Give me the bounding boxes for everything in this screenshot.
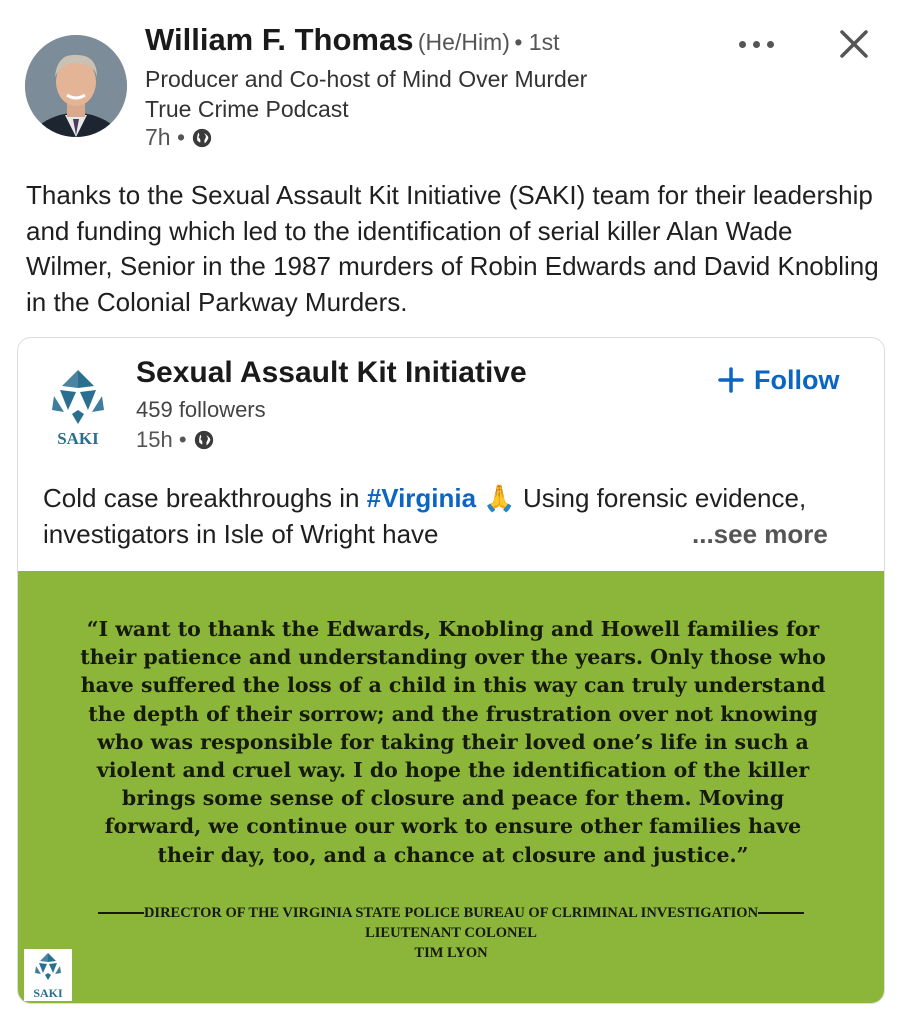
saki-logo-icon[interactable] [46,368,110,450]
quote-attribution [18,903,884,963]
attribution-line1: DIRECTOR OF THE VIRGINIA STATE POLICE BUREAU OF CLRIMINAL INVESTIGATION [143,905,759,921]
follow-button[interactable] [718,360,839,400]
attribution-line2: LIEUTENANT COLONEL [365,925,537,941]
quote-image[interactable] [18,571,884,1003]
attribution-line3: TIM LYON [414,945,488,961]
post-meta [145,124,213,151]
close-icon[interactable] [834,24,874,64]
pray-emoji-icon: 🙏 [483,483,516,513]
author-headline-line1: Producer and Co-host of Mind Over Murder [145,66,588,92]
more-options-button[interactable] [728,28,784,60]
see-more-link[interactable]: ...see more [686,517,828,553]
divider [758,912,804,914]
connection-degree: • 1st [514,29,560,55]
author-name[interactable]: William F. Thomas [145,22,414,57]
org-followers: 459 followers [136,397,266,422]
org-name[interactable]: Sexual Assault Kit Initiative [136,356,527,389]
more-dot-icon [767,41,774,48]
author-avatar[interactable] [25,35,127,137]
more-dot-icon [739,41,746,48]
author-headline [145,64,705,124]
hashtag-link[interactable]: #Virginia [366,483,477,513]
author-name-line [145,22,559,58]
quote-text: “I want to thank the Edwards, Knobling and Howell families for their patience and understanding over the years. Only those who have suffered the loss of a child in this way can truly understand the depth of their sorrow; and the frustration over not knowing who was responsible for taking their loved one’s life in such a violent and cruel way. I do hope the identification of the killer brings some sense of closure and peace for them. Moving forward, we continue our work to ensure other families have their day, too, and a chance at closure and justice.” [80,617,826,867]
attribution-line1-row [18,903,884,923]
post-time: 7h • [145,124,186,150]
more-dot-icon [753,41,760,48]
avatar-photo-icon [25,35,127,137]
saki-logo-text: SAKI [57,429,99,448]
shared-post-time: 15h • [136,427,187,452]
shared-text-before: Cold case breakthroughs in [43,483,367,513]
shared-text-after: Using forensic evidence, investigators in Isle of Wright have [43,483,807,549]
globe-icon [191,127,213,149]
post-text: Thanks to the Sexual Assault Kit Initiative (SAKI) team for their leadership and funding which led to the identification of serial killer Alan Wade Wilmer, Senior in the 1987 murders of Robin Edwards and David Knobling in the Colonial Parkway Murders. [26,180,879,317]
follow-label: Follow [754,364,840,395]
divider [98,912,144,914]
globe-icon [193,429,215,451]
author-headline-line2: True Crime Podcast [145,96,349,122]
saki-watermark-text: SAKI [33,986,63,1000]
shared-post-card[interactable] [17,337,885,1004]
shared-post-meta [136,427,215,453]
author-pronouns: (He/Him) [417,29,510,55]
plus-icon [718,367,744,393]
saki-watermark-logo-icon [24,949,72,1001]
